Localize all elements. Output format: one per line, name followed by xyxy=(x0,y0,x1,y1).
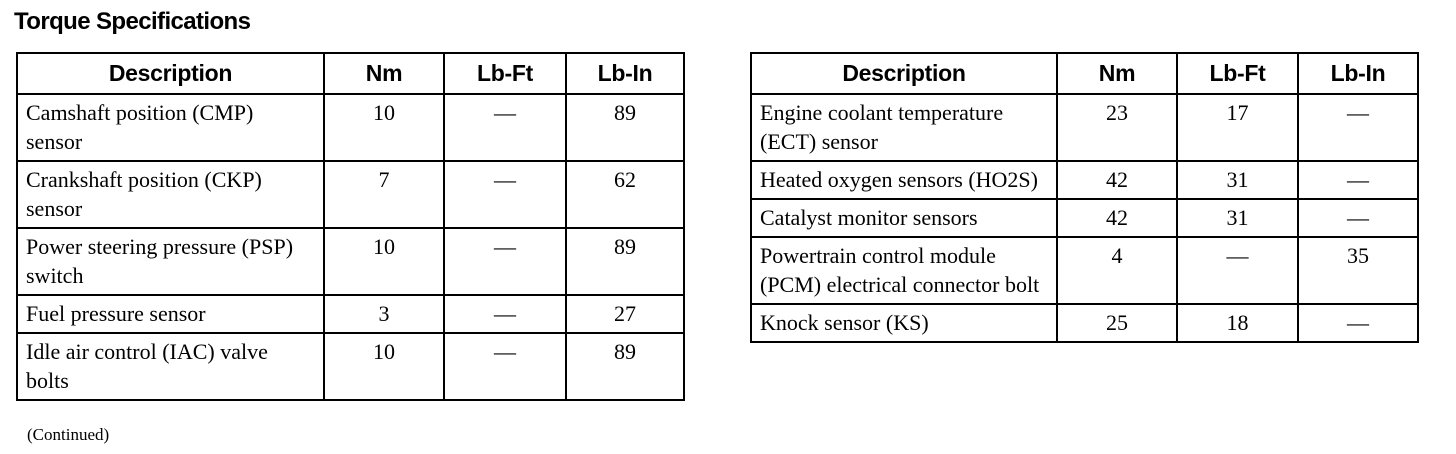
table-row xyxy=(751,304,1418,342)
row-lbft: — xyxy=(444,161,566,228)
table-row xyxy=(17,161,684,228)
torque-table-right xyxy=(750,52,1419,343)
row-lbft: 31 xyxy=(1177,161,1298,199)
table-row xyxy=(17,333,684,400)
row-lbft: — xyxy=(444,333,566,400)
header-lbft: Lb-Ft xyxy=(444,53,566,94)
row-lbin: 27 xyxy=(566,295,684,333)
row-nm: 23 xyxy=(1057,94,1177,161)
row-nm: 7 xyxy=(324,161,444,228)
row-nm: 10 xyxy=(324,228,444,295)
row-lbin: — xyxy=(1298,94,1418,161)
row-lbin: 89 xyxy=(566,228,684,295)
row-nm: 42 xyxy=(1057,199,1177,237)
row-lbin: — xyxy=(1298,161,1418,199)
row-lbft: 18 xyxy=(1177,304,1298,342)
row-description: Heated oxygen sensors (HO2S) xyxy=(751,161,1057,199)
header-description: Description xyxy=(751,53,1057,94)
continued-note: (Continued) xyxy=(27,425,110,444)
row-description: Camshaft position (CMP) sensor xyxy=(17,94,324,161)
table-row xyxy=(751,161,1418,199)
row-lbft: — xyxy=(444,295,566,333)
table-row xyxy=(17,94,684,161)
row-lbft: — xyxy=(1177,237,1298,304)
page-title: Torque Specifications xyxy=(14,8,251,35)
header-nm: Nm xyxy=(1057,53,1177,94)
header-nm: Nm xyxy=(324,53,444,94)
row-description: Engine coolant temperature (ECT) sensor xyxy=(751,94,1057,161)
header-description: Description xyxy=(17,53,324,94)
row-lbin: — xyxy=(1298,304,1418,342)
table-row xyxy=(751,199,1418,237)
header-row xyxy=(751,53,1418,94)
row-description: Knock sensor (KS) xyxy=(751,304,1057,342)
torque-table-left xyxy=(16,52,685,401)
header-lbin: Lb-In xyxy=(1298,53,1418,94)
row-nm: 3 xyxy=(324,295,444,333)
table-row xyxy=(17,228,684,295)
row-lbin: 89 xyxy=(566,333,684,400)
row-lbft: — xyxy=(444,94,566,161)
header-lbft: Lb-Ft xyxy=(1177,53,1298,94)
row-nm: 42 xyxy=(1057,161,1177,199)
row-lbin: 62 xyxy=(566,161,684,228)
row-nm: 25 xyxy=(1057,304,1177,342)
row-nm: 10 xyxy=(324,94,444,161)
row-description: Fuel pressure sensor xyxy=(17,295,324,333)
table-row xyxy=(751,237,1418,304)
row-description: Idle air control (IAC) valve bolts xyxy=(17,333,324,400)
row-nm: 10 xyxy=(324,333,444,400)
table-row xyxy=(17,295,684,333)
row-nm: 4 xyxy=(1057,237,1177,304)
row-lbin: 35 xyxy=(1298,237,1418,304)
header-lbin: Lb-In xyxy=(566,53,684,94)
row-lbin: 89 xyxy=(566,94,684,161)
row-description: Power steering pressure (PSP) switch xyxy=(17,228,324,295)
row-lbft: — xyxy=(444,228,566,295)
row-lbft: 17 xyxy=(1177,94,1298,161)
table-row xyxy=(751,94,1418,161)
header-row xyxy=(17,53,684,94)
row-description: Crankshaft position (CKP) sensor xyxy=(17,161,324,228)
row-description: Powertrain control module (PCM) electrical connector bolt xyxy=(751,237,1057,304)
row-lbft: 31 xyxy=(1177,199,1298,237)
row-lbin: — xyxy=(1298,199,1418,237)
row-description: Catalyst monitor sensors xyxy=(751,199,1057,237)
